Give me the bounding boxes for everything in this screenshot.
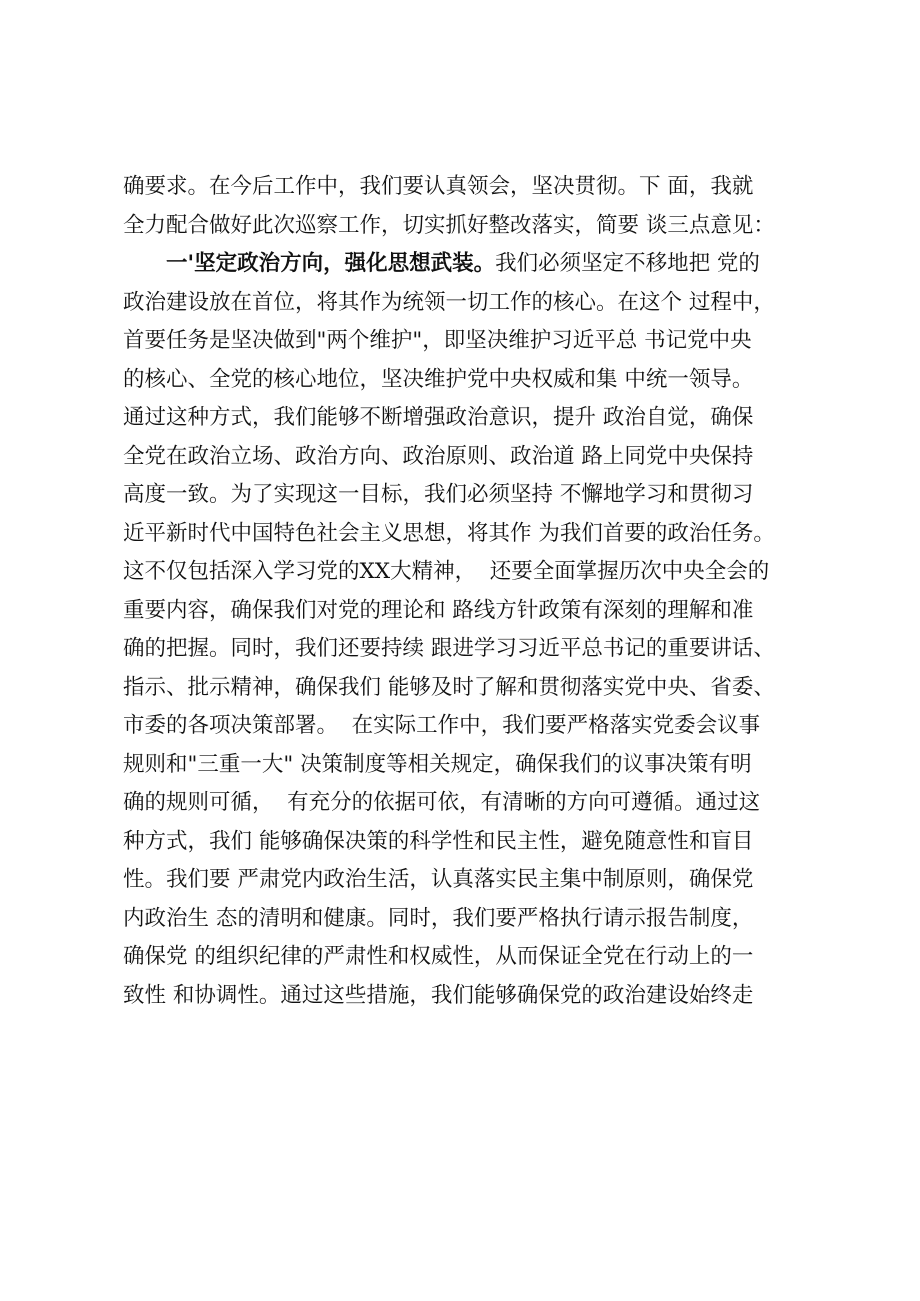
text-line: 重要内容，确保我们对党的理论和 路线方针政策有深刻的理解和准: [123, 597, 754, 623]
text-line: 确要求。在今后工作中，我们要认真领会，坚决贯彻。下 面，我就: [123, 174, 754, 199]
text-line: 确保党 的组织纪律的严肃性和权威性，从而保证全党在行动上的一: [123, 944, 754, 969]
text-line: 确的规则可循， 有充分的依据可依，有清晰的方向可遵循。通过这: [123, 790, 761, 815]
section-heading: 一'坚定政治方向，强化思想武装。: [166, 251, 496, 276]
text-line: 高度一致。为了实现这一目标，我们必须坚持 不懈地学习和贯彻习: [123, 482, 754, 507]
text-line: 首要任务是坚决做到"两个维护"，即坚决维护习近平总 书记党中央: [123, 328, 752, 353]
text-line: 性。我们要 严肃党内政治生活，认真落实民主集中制原则，确保党: [123, 867, 754, 892]
text-line: 全党在政治立场、政治方向、政治原则、政治道 路上同党中央保持: [123, 443, 754, 469]
text-line: 政治建设放在首位，将其作为统领一切工作的核心。在这个 过程中，: [123, 289, 775, 315]
text-line: 确的把握。同时，我们还要持续 跟进学习习近平总书记的重要讲话、: [123, 636, 775, 661]
text-line: 全力配合做好此次巡察工作，切实抓好整改落实，简要 谈三点意见：: [123, 212, 775, 238]
text-line: 内政治生 态的清明和健康。同时，我们要严格执行请示报告制度，: [123, 905, 754, 931]
text-line: 通过这种方式，我们能够不断增强政治意识，提升 政治自觉，确保: [123, 405, 754, 430]
text-line: 的核心、全党的核心地位，坚决维护党中央权威和集 中统一领导。: [123, 366, 754, 392]
section-heading-line: [123, 245, 823, 284]
text-line: 规则和"三重一大" 决策制度等相关规定，确保我们的议事决策有明: [123, 751, 752, 777]
text-line: 近平新时代中国特色社会主义思想，将其作 为我们首要的政治任务。: [123, 520, 775, 546]
text-line-rest: 我们必须坚定不移地把 党的: [495, 251, 760, 276]
text-line: 致性 和协调性。通过这些措施，我们能够确保党的政治建设始终走: [123, 982, 754, 1008]
text-line: 指示、批示精神，确保我们 能够及时了解和贯彻落实党中央、省委、: [123, 674, 775, 700]
text-line: 这不仅包括深入学习党的XX大精神， 还要全面掌握历次中央全会的: [123, 559, 770, 584]
text-line: 市委的各项决策部署。 在实际工作中，我们要严格落实党委会议事: [123, 713, 761, 738]
body-text: [123, 168, 823, 1015]
text-line: 种方式，我们 能够确保决策的科学性和民主性，避免随意性和盲目: [123, 828, 754, 854]
